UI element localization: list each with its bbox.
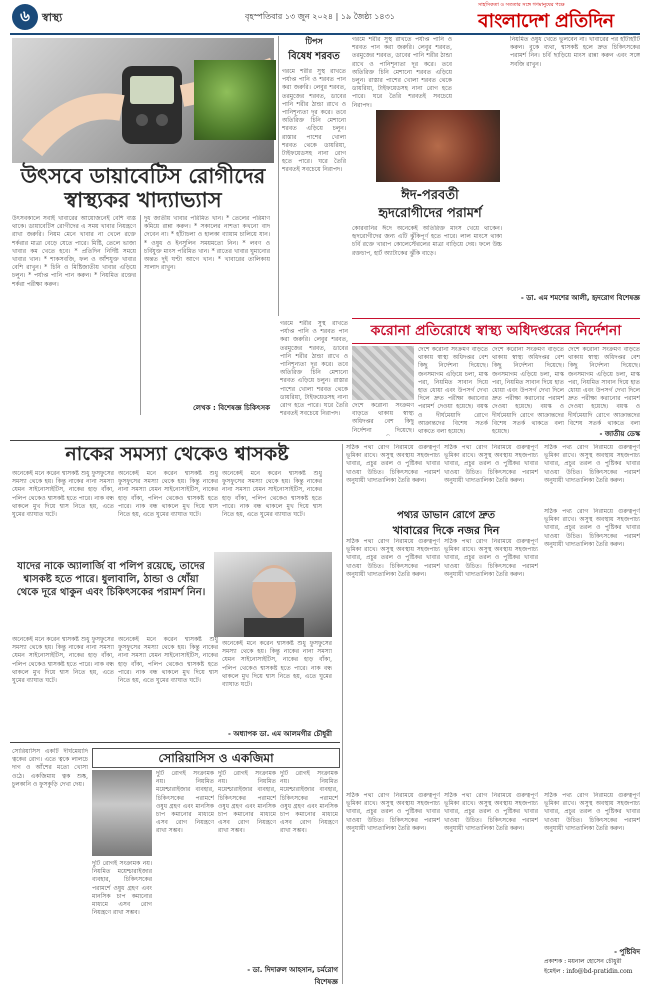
covid-byline: - জাতীয় ডেস্ক [599, 430, 640, 438]
covid-body-col1: দেশে করোনা সংক্রমণ বাড়তে থাকায় স্বাস্থ্য অধিদপ্তর বেশ কিছু নির্দেশনা দিয়েছে। [352, 402, 414, 434]
nose-photo [214, 552, 332, 637]
section-rule [10, 440, 640, 441]
diet-body-col7: সঠিক পথ্য রোগ নিরাময়ে গুরুত্বপূর্ণ ভূমিকা রাখে। অসুস্থ অবস্থায় সহজপাচ্য খাবার, প্রচুর তরল ও পুষ্টিকর খাবার খাওয়া উচিত। চিকিৎসকের পরামর্শ অনুযায়ী খাদ্যতালিকা তৈরি করুন। [346, 792, 440, 832]
covid-body-col3: দেশে করোনা সংক্রমণ বাড়তে থাকায় স্বাস্থ্য অধিদপ্তর বেশ কিছু নির্দেশনা দিয়েছে। জনসমাগম এড়িয়ে চলা, মাস্ক পরা, নিয়মিত সাবান দিয়ে হাত ধোয়া এবং উপসর্গ দেখা দিলে দ্রুত পরীক্ষা করানোর পরামর্শ দেওয়া হয়েছে। বয়স্ক ও দীর্ঘমেয়াদি রোগে আক্রান্তদের বিশেষ সতর্ক থাকতে বলা হয়েছে। [492, 346, 564, 436]
meat-photo [376, 110, 500, 182]
psoriasis-body-col3: দুটি রোগই সংক্রামক নয়। নিয়মিত ময়েশ্চারাইজার ব্যবহার, চিকিৎসকের পরামর্শে ওষুধ গ্রহণ এবং মানসিক চাপ কমানোর মাধ্যমে এসব রোগ নিয়ন্ত্রণে রাখা সম্ভব। [218, 770, 276, 835]
diet-body-col8: সঠিক পথ্য রোগ নিরাময়ে গুরুত্বপূর্ণ ভূমিকা রাখে। অসুস্থ অবস্থায় সহজপাচ্য খাবার, প্রচুর তরল ও পুষ্টিকর খাবার খাওয়া উচিত। চিকিৎসকের পরামর্শ অনুযায়ী খাদ্যতালিকা তৈরি করুন। [444, 792, 538, 832]
section-title: স্বাস্থ্য [42, 11, 63, 24]
eid-headline: হৃদরোগীদের পরামর্শ [378, 206, 482, 221]
nose-body-col1: অনেকেই মনে করেন শ্বাসকষ্ট শুধু ফুসফুসের সমস্যা থেকে হয়। কিন্তু নাকের নানা সমস্যা যেমন সাইনোসাইটিস, নাকের হাড় বাঁকা, পলিপ থেকেও শ্বাসকষ্ট হতে পারে। নাক বন্ধ থাকলে মুখ দিয়ে শ্বাস নিতে হয়, এতে ঘুমের ব্যাঘাত ঘটে। [12, 470, 114, 519]
header-rule [10, 33, 640, 35]
tips-body-col2-text: গরমে শরীর সুস্থ রাখতে পর্যাপ্ত পানি ও শরবত পান করা জরুরি। লেবুর শরবত, তরমুজের শরবত, ডাবের পানি শরীর ঠান্ডা রাখে ও পানিশূন্যতা দূর করে। তবে অতিরিক্ত চিনি মেশানো শরবত এড়িয়ে চলুন। রাস্তার পাশের খোলা শরবত থেকে ডায়রিয়া, টাইফয়েডসহ নানা রোগ হতে পারে। ঘরে তৈরি শরবতই সবচেয়ে নিরাপদ। [352, 36, 452, 109]
diabetes-headline-1: উৎসবে ডায়াবেটিস রোগীদের [20, 164, 266, 188]
diabetes-body-col1: উৎসবকালে সবাই খাবারের আয়োজনেই বেশি ব্যস্ত থাকে। ডায়াবেটিস রোগীদের এ সময় খাবার নিয়ন্ত্রণে রাখা জরুরি। নিয়ম মেনে খাবার না খেলে রক্তে শর্করার মাত্রা বেড়ে যেতে পারে। মিষ্টি, তেলে ভাজা খাবার কম খেতে হবে। * প্রতিদিন নির্দিষ্ট সময়ে খাবার খান। * শাকসবজি, ফল ও আঁশযুক্ত খাবার বেশি রাখুন। * চিনি ও মিষ্টিজাতীয় খাবার এড়িয়ে চলুন। * পর্যাপ্ত পানি পান করুন। * নিয়মিত রক্তের শর্করা পরীক্ষা করুন। [12, 215, 136, 288]
tips-box [278, 36, 349, 316]
diet-byline: - পুষ্টিবিদ [614, 948, 640, 956]
diet-body-col6: সঠিক পথ্য রোগ নিরাময়ে গুরুত্বপূর্ণ ভূমিকা রাখে। অসুস্থ অবস্থায় সহজপাচ্য খাবার, প্রচুর তরল ও পুষ্টিকর খাবার খাওয়া উচিত। চিকিৎসকের পরামর্শ অনুযায়ী খাদ্যতালিকা তৈরি করুন। [544, 508, 640, 548]
nose-body-col2: অনেকেই মনে করেন শ্বাসকষ্ট শুধু ফুসফুসের সমস্যা থেকে হয়। কিন্তু নাকের নানা সমস্যা যেমন সাইনোসাইটিস, নাকের হাড় বাঁকা, পলিপ থেকেও শ্বাসকষ্ট হতে পারে। নাক বন্ধ থাকলে মুখ দিয়ে শ্বাস নিতে হয়, এতে ঘুমের ব্যাঘাত ঘটে। [118, 470, 218, 519]
covid-photo [352, 346, 414, 400]
psoriasis-body-col2: দুটি রোগই সংক্রামক নয়। নিয়মিত ময়েশ্চারাইজার ব্যবহার, চিকিৎসকের পরামর্শে ওষুধ গ্রহণ এবং মানসিক চাপ কমানোর মাধ্যমে এসব রোগ নিয়ন্ত্রণে রাখা সম্ভব। [156, 770, 214, 835]
diet-body-col5: সঠিক পথ্য রোগ নিরাময়ে গুরুত্বপূর্ণ ভূমিকা রাখে। অসুস্থ অবস্থায় সহজপাচ্য খাবার, প্রচুর তরল ও পুষ্টিকর খাবার খাওয়া উচিত। চিকিৎসকের পরামর্শ অনুযায়ী খাদ্যতালিকা তৈরি করুন। [444, 538, 538, 578]
psoriasis-body-col4: দুটি রোগই সংক্রামক নয়। নিয়মিত ময়েশ্চারাইজার ব্যবহার, চিকিৎসকের পরামর্শে ওষুধ গ্রহণ এবং মানসিক চাপ কমানোর মাধ্যমে এসব রোগ নিয়ন্ত্রণে রাখা সম্ভব। [280, 770, 338, 835]
man-illustration [214, 552, 332, 637]
nose-body-col6: অনেকেই মনে করেন শ্বাসকষ্ট শুধু ফুসফুসের সমস্যা থেকে হয়। কিন্তু নাকের নানা সমস্যা যেমন সাইনোসাইটিস, নাকের হাড় বাঁকা, পলিপ থেকেও শ্বাসকষ্ট হতে পারে। নাক বন্ধ থাকলে মুখ দিয়ে শ্বাস নিতে হয়, এতে ঘুমের ব্যাঘাত ঘটে। [222, 640, 332, 689]
diet-body-col9: সঠিক পথ্য রোগ নিরাময়ে গুরুত্বপূর্ণ ভূমিকা রাখে। অসুস্থ অবস্থায় সহজপাচ্য খাবার, প্রচুর তরল ও পুষ্টিকর খাবার খাওয়া উচিত। চিকিৎসকের পরামর্শ অনুযায়ী খাদ্যতালিকা তৈরি করুন। [544, 792, 640, 832]
diet-body-col1: সঠিক পথ্য রোগ নিরাময়ে গুরুত্বপূর্ণ ভূমিকা রাখে। অসুস্থ অবস্থায় সহজপাচ্য খাবার, প্রচুর তরল ও পুষ্টিকর খাবার খাওয়া উচিত। চিকিৎসকের পরামর্শ অনুযায়ী খাদ্যতালিকা তৈরি করুন। [346, 444, 440, 484]
psoriasis-byline: - ডা. দিদারুল আহসান, চর্মরোগ বিশেষজ্ঞ [247, 966, 338, 986]
diet-body-col4: সঠিক পথ্য রোগ নিরাময়ে গুরুত্বপূর্ণ ভূমিকা রাখে। অসুস্থ অবস্থায় সহজপাচ্য খাবার, প্রচুর তরল ও পুষ্টিকর খাবার খাওয়া উচিত। চিকিৎসকের পরামর্শ অনুযায়ী খাদ্যতালিকা তৈরি করুন। [346, 538, 440, 578]
psoriasis-headline: সোরিয়াসিস ও একজিমা [158, 751, 274, 765]
tips-title: টিপস [305, 37, 323, 46]
page-number: ৬ [12, 4, 38, 30]
tips-body-col3-text: গরমে শরীর সুস্থ রাখতে পর্যাপ্ত পানি ও শরবত পান করা জরুরি। লেবুর শরবত, তরমুজের শরবত, ডাবের পানি শরীর ঠান্ডা রাখে ও পানিশূন্যতা দূর করে। তবে অতিরিক্ত চিনি মেশানো শরবত এড়িয়ে চলুন। রাস্তার পাশের খোলা শরবত থেকে ডায়রিয়া, টাইফয়েডসহ নানা রোগ হতে পারে। ঘরে তৈরি শরবতই সবচেয়ে নিরাপদ। [280, 320, 348, 418]
psoriasis-banner [92, 748, 340, 768]
nose-body-col3: অনেকেই মনে করেন শ্বাসকষ্ট শুধু ফুসফুসের সমস্যা থেকে হয়। কিন্তু নাকের নানা সমস্যা যেমন সাইনোসাইটিস, নাকের হাড় বাঁকা, পলিপ থেকেও শ্বাসকষ্ট হতে পারে। নাক বন্ধ থাকলে মুখ দিয়ে শ্বাস নিতে হয়, এতে ঘুমের ব্যাঘাত ঘটে। [222, 470, 322, 519]
covid-body-col2: দেশে করোনা সংক্রমণ বাড়তে থাকায় স্বাস্থ্য অধিদপ্তর বেশ কিছু নির্দেশনা দিয়েছে। জনসমাগম এড়িয়ে চলা, মাস্ক পরা, নিয়মিত সাবান দিয়ে হাত ধোয়া এবং উপসর্গ দেখা দিলে দ্রুত পরীক্ষা করানোর পরামর্শ দেওয়া হয়েছে। বয়স্ক ও দীর্ঘমেয়াদি রোগে আক্রান্তদের বিশেষ সতর্ক থাকতে বলা হয়েছে। [418, 346, 488, 436]
divider [140, 215, 141, 415]
tips-body-col3 [280, 320, 348, 436]
covid-body-col4: দেশে করোনা সংক্রমণ বাড়তে থাকায় স্বাস্থ্য অধিদপ্তর বেশ কিছু নির্দেশনা দিয়েছে। জনসমাগম এড়িয়ে চলা, মাস্ক পরা, নিয়মিত সাবান দিয়ে হাত ধোয়া এবং উপসর্গ দেখা দিলে দ্রুত পরীক্ষা করানোর পরামর্শ দেওয়া হয়েছে। বয়স্ক ও দীর্ঘমেয়াদি রোগে আক্রান্তদের বিশেষ সতর্ক থাকতে বলা [568, 346, 640, 426]
diabetes-byline: লেখক : বিশেষজ্ঞ চিকিৎসক [192, 404, 270, 412]
diet-body-col3: সঠিক পথ্য রোগ নিরাময়ে গুরুত্বপূর্ণ ভূমিকা রাখে। অসুস্থ অবস্থায় সহজপাচ্য খাবার, প্রচুর তরল ও পুষ্টিকর খাবার খাওয়া উচিত। চিকিৎসকের পরামর্শ অনুযায়ী খাদ্যতালিকা তৈরি করুন। [544, 444, 640, 484]
eid-kicker: ঈদ-পরবর্তী [401, 188, 459, 203]
logo-tagline: সাহসিকতা ও সততার সঙ্গে গণমানুষের পক্ষে [478, 2, 565, 8]
veggies-photo [194, 60, 276, 140]
psoriasis-sidebar: সোরিয়াসিস একটি দীর্ঘমেয়াদি ত্বকের রোগ। এতে ত্বকে লালচে দাগ ও আঁশের মতো খোসা ওঠে। একজিমায় ত্বক শুষ্ক, চুলকানি ও ফুসকুড়ি দেখা দেয়। [12, 748, 88, 788]
eid-body-top: কোরবানির ঈদে অনেকেই অতিরিক্ত মাংস খেয়ে থাকেন। হৃদরোগীদের জন্য এটি ঝুঁকিপূর্ণ হতে পারে। লাল মাংসে থাকা চর্বি রক্তে খারাপ কোলেস্টেরলের মাত্রা বাড়িয়ে দেয়। ফলে উচ্চ রক্তচাপ, হার্ট অ্যাটাকের ঝুঁকি বাড়ে। [352, 225, 502, 257]
eid-body-right: নিয়মিত ওষুধ খেতে ভুলবেন না। খাবারের পর হাঁটাহাঁটি করুন। বুকে ব্যথা, শ্বাসকষ্ট হলে দ্রুত চিকিৎসকের পরামর্শ নিন। চর্বি ছাড়িয়ে মাংস রান্না করুন এবং সঙ্গে সবজি রাখুন। [510, 36, 640, 68]
diet-headline: খাবারের দিকে নজর দিন [392, 524, 500, 537]
diabetes-body-col2: দুধ জাতীয় খাবার পরিমিত খান। * তেলের পরিমাণ কমিয়ে রান্না করুন। * সকালের নাশতা কখনো বাদ দেবেন না। * হাঁটাচলা ও হালকা ব্যায়াম চালিয়ে যান। * ওষুধ ও ইনসুলিন সময়মতো নিন। * লবণ ও চর্বিযুক্ত মাংস পরিমিত খান। * রাতের খাবার ঘুমানোর অন্তত দুই ঘণ্টা আগে খান। * খাবারের তালিকায় সালাদ রাখুন। [144, 215, 270, 272]
divider [342, 444, 343, 984]
diet-kicker: পথ্যর ডাভান রোগে দ্রুত [396, 510, 495, 521]
date-line: বৃহস্পতিবার ১৩ জুন ২০২৪ | ১৯ জৈষ্ঠ্য ১৪৩১ [245, 12, 395, 21]
diabetes-headline-2: স্বাস্থ্যকর খাদ্যাভ্যাস [64, 188, 222, 212]
psoriasis-body-col1: দুটি রোগই সংক্রামক নয়। নিয়মিত ময়েশ্চারাইজার ব্যবহার, চিকিৎসকের পরামর্শে ওষুধ গ্রহণ এবং মানসিক চাপ কমানোর মাধ্যমে এসব রোগ নিয়ন্ত্রণে রাখা সম্ভব। [92, 860, 152, 917]
tips-body: গরমে শরীর সুস্থ রাখতে পর্যাপ্ত পানি ও শরবত পান করা জরুরি। লেবুর শরবত, তরমুজের শরবত, ডাবের পানি শরীর ঠান্ডা রাখে ও পানিশূন্যতা দূর করে। তবে অতিরিক্ত চিনি মেশানো শরবত এড়িয়ে চলুন। রাস্তার পাশের খোলা শরবত থেকে ডায়রিয়া, টাইফয়েডসহ নানা রোগ হতে পারে। ঘরে তৈরি শরবতই সবচেয়ে নিরাপদ। [282, 68, 346, 174]
nose-pullquote: যাদের নাকে অ্যালার্জি বা পলিপ রয়েছে, তাদের শ্বাসকষ্ট হতে পারে। ধুলাবালি, ঠান্ডা ও ধোঁয়া থেকে দূরে থাকুন এবং চিকিৎসকের পরামর্শ নিন। [16, 561, 206, 598]
footer-email: ইমেইল : info@bd-pratidin.com [544, 968, 633, 975]
psoriasis-photo [92, 770, 152, 856]
tips-subtitle: বিষেধ শরবত [288, 51, 340, 62]
eid-byline: - ডা. এম শমশের আলী, হৃদরোগ বিশেষজ্ঞ [520, 294, 640, 302]
covid-headline: করোনা প্রতিরোধে স্বাস্থ্য অধিদপ্তরের নির্দেশনা [370, 323, 622, 339]
diet-body-col2: সঠিক পথ্য রোগ নিরাময়ে গুরুত্বপূর্ণ ভূমিকা রাখে। অসুস্থ অবস্থায় সহজপাচ্য খাবার, প্রচুর তরল ও পুষ্টিকর খাবার খাওয়া উচিত। চিকিৎসকের পরামর্শ অনুযায়ী খাদ্যতালিকা তৈরি করুন। [444, 444, 538, 484]
newspaper-logo[interactable] [478, 2, 644, 32]
section-rule [10, 742, 340, 743]
footer-credit: প্রকাশক : ময়নাল হোসেন চৌধুরী [544, 958, 622, 965]
nose-headline: নাকের সমস্যা থেকেও শ্বাসকষ্ট [65, 443, 289, 465]
covid-banner [352, 318, 640, 344]
nose-byline: - অধ্যাপক ডা. এম আলমগীর চৌধুরী [228, 730, 332, 738]
nose-body-col4: অনেকেই মনে করেন শ্বাসকষ্ট শুধু ফুসফুসের সমস্যা থেকে হয়। কিন্তু নাকের নানা সমস্যা যেমন সাইনোসাইটিস, নাকের হাড় বাঁকা, পলিপ থেকেও শ্বাসকষ্ট হতে পারে। নাক বন্ধ থাকলে মুখ দিয়ে শ্বাস নিতে হয়, এতে ঘুমের ব্যাঘাত ঘটে। [12, 636, 114, 685]
nose-body-col5: অনেকেই মনে করেন শ্বাসকষ্ট শুধু ফুসফুসের সমস্যা থেকে হয়। কিন্তু নাকের নানা সমস্যা যেমন সাইনোসাইটিস, নাকের হাড় বাঁকা, পলিপ থেকেও শ্বাসকষ্ট হতে পারে। নাক বন্ধ থাকলে মুখ দিয়ে শ্বাস নিতে হয়, এতে ঘুমের ব্যাঘাত ঘটে। [118, 636, 218, 685]
logo-name: বাংলাদেশ প্রতিদিন [478, 10, 614, 32]
